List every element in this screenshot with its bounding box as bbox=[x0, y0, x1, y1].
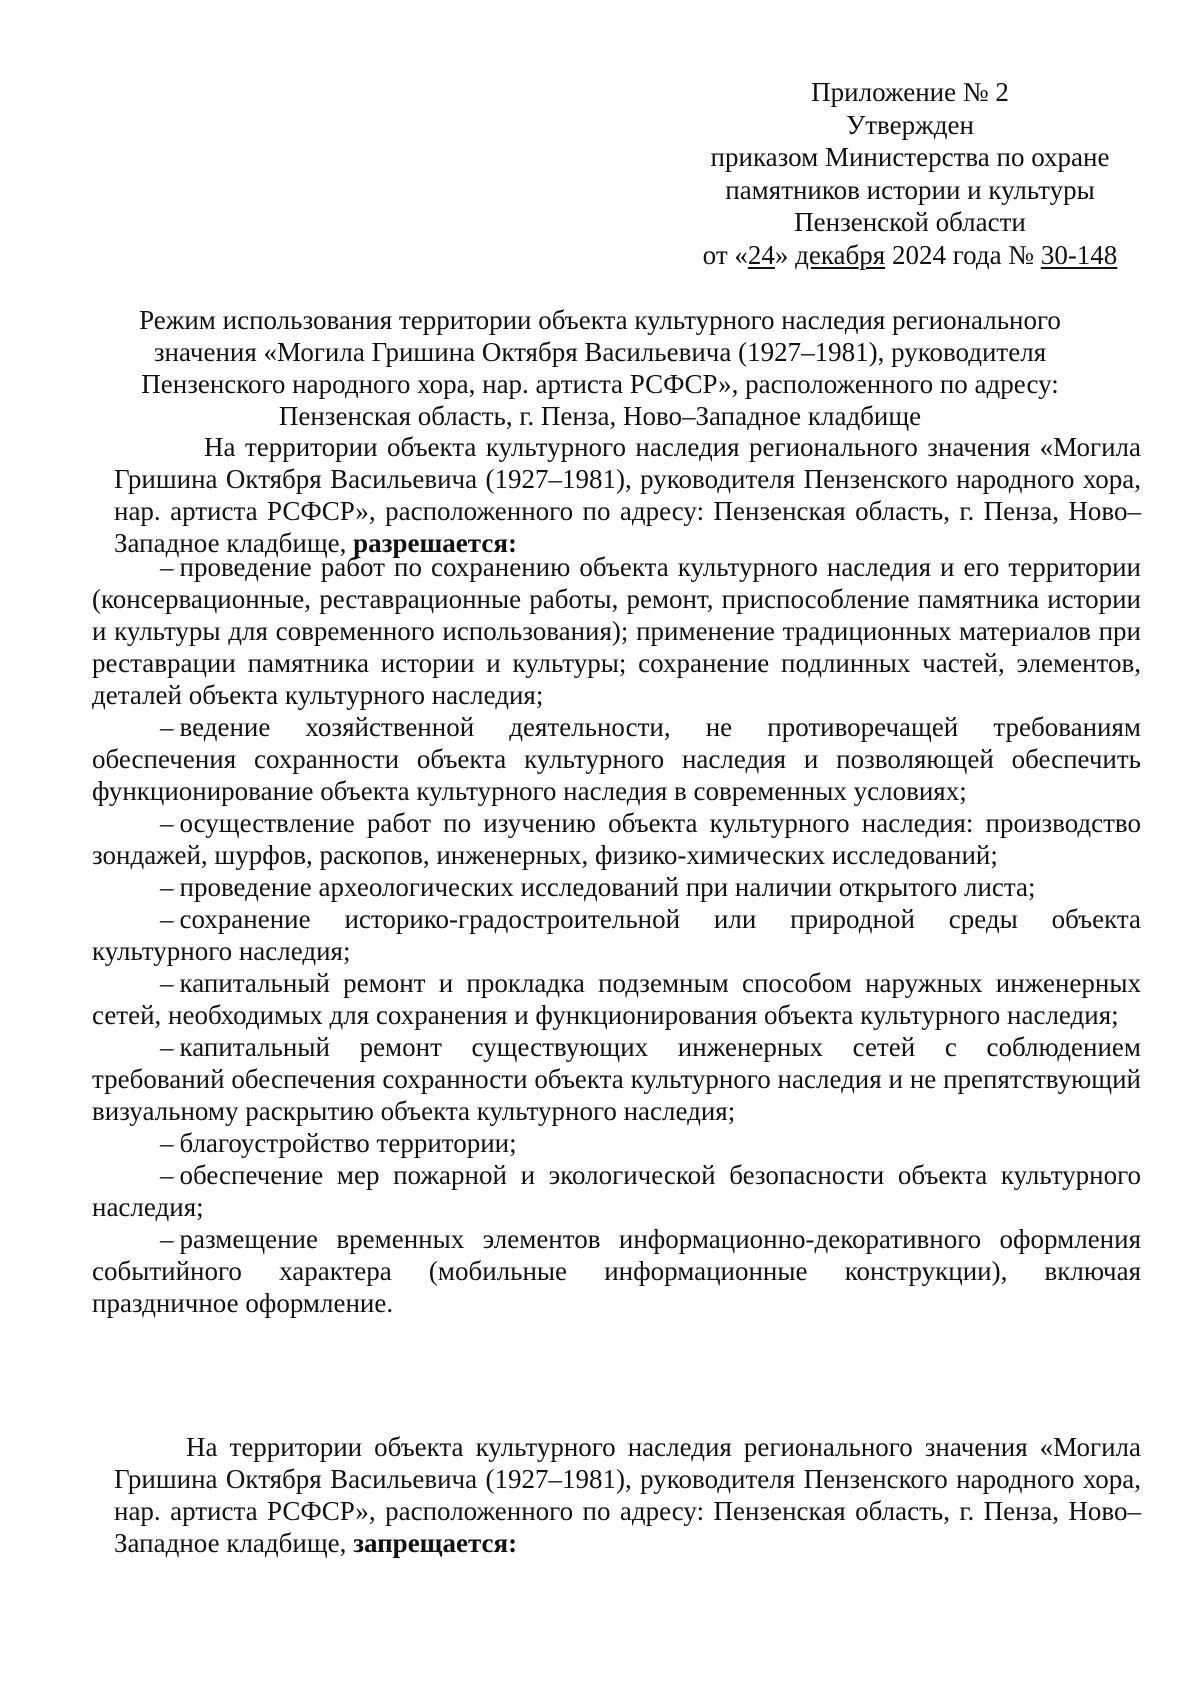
allowed-intro-paragraph bbox=[114, 431, 1141, 559]
list-item-text: благоустройство территории; bbox=[179, 1128, 517, 1158]
appendix-number: Приложение № 2 bbox=[811, 77, 1009, 107]
approval-header bbox=[660, 76, 1160, 271]
list-item bbox=[92, 1223, 1141, 1319]
title-line-3: Пензенского народного хора, нар. артиста РСФСР», расположенного по адресу: bbox=[141, 369, 1059, 399]
document-title bbox=[80, 304, 1120, 432]
list-item-text: осуществление работ по изучению объекта культурного наследия: производство зондажей, шурфов, раскопов, инженерных, физико-химических исследований; bbox=[92, 808, 1141, 870]
order-day: 24 bbox=[747, 239, 775, 270]
allowed-list bbox=[92, 551, 1141, 1319]
date-prefix: от « bbox=[702, 239, 748, 270]
list-item-text: обеспечение мер пожарной и экологической безопасности объекта культурного наследия; bbox=[92, 1160, 1141, 1222]
title-line-4: Пензенская область, г. Пенза, Ново–Западное кладбище bbox=[278, 401, 922, 431]
list-item-text: размещение временных элементов информационно-декоративного оформления событийного характера (мобильные информационные конструкции), включая праздничное оформление. bbox=[92, 1224, 1141, 1318]
list-item bbox=[92, 711, 1141, 807]
list-item bbox=[92, 551, 1141, 711]
prohibited-intro-text: На территории объекта культурного наследия регионального значения «Могила Гришина Октября Васильевича (1927–1981), руководителя Пензенского народного хора, нар. артиста РСФСР», расположенного по адресу: Пензенская область, г. Пенза, Ново–Западное кладбище, bbox=[114, 1432, 1141, 1558]
prohibited-keyword: запрещается: bbox=[353, 1528, 518, 1558]
list-item-text: сохранение историко-градостроительной или природной среды объекта культурного наследия; bbox=[92, 904, 1141, 966]
title-line-2: значения «Могила Гришина Октября Васильевича (1927–1981), руководителя bbox=[153, 337, 1047, 367]
order-number: 30-148 bbox=[1040, 239, 1118, 270]
dash-marker: – bbox=[160, 1224, 174, 1254]
list-item-text: ведение хозяйственной деятельности, не противоречащей требованиям обеспечения сохранности объекта культурного наследия и позволяющей обеспечить функционирование объекта культурного наследия в современных условиях; bbox=[92, 712, 1141, 806]
list-item bbox=[92, 807, 1141, 871]
list-item bbox=[92, 1159, 1141, 1223]
prohibited-intro bbox=[114, 1431, 1141, 1559]
dash-marker: – bbox=[160, 712, 174, 742]
list-item-text: проведение археологических исследований при наличии открытого листа; bbox=[179, 872, 1036, 902]
allowed-intro-text: На территории объекта культурного наследия регионального значения «Могила Гришина Октября Васильевича (1927–1981), руководителя Пензенского народного хора, нар. артиста РСФСР», расположенного по адресу: Пензенская область, г. Пенза, Ново–Западное кладбище, bbox=[114, 432, 1141, 558]
order-month: декабря bbox=[795, 239, 886, 270]
approval-status: Утвержден bbox=[846, 109, 974, 140]
dash-marker: – bbox=[160, 872, 174, 902]
list-item bbox=[92, 967, 1141, 1031]
approval-line-3: приказом Министерства по охране bbox=[710, 142, 1110, 172]
list-item bbox=[92, 871, 1141, 903]
dash-marker: – bbox=[160, 552, 174, 582]
list-item-text: проведение работ по сохранению объекта культурного наследия и его территории (консервационные, реставрационные работы, ремонт, приспособление памятника истории и культуры для современного использования); применение традиционных материалов при реставрации памятника истории и культуры; сохранение подлинных частей, элементов, деталей объекта культурного наследия; bbox=[92, 552, 1141, 710]
title-line-1: Режим использования территории объекта культурного наследия регионального bbox=[139, 305, 1061, 335]
list-item-text: капитальный ремонт существующих инженерных сетей с соблюдением требований обеспечения сохранности объекта культурного наследия и не препятствующий визуальному раскрытию объекта культурного наследия; bbox=[92, 1032, 1141, 1126]
dash-marker: – bbox=[160, 808, 174, 838]
date-mid: » bbox=[774, 239, 796, 270]
dash-marker: – bbox=[160, 1032, 174, 1062]
allowed-keyword: разрешается: bbox=[353, 528, 517, 558]
approval-line-4: памятников истории и культуры bbox=[725, 174, 1095, 205]
list-item bbox=[92, 903, 1141, 967]
dash-marker: – bbox=[160, 1160, 174, 1190]
approval-line-5: Пензенской области bbox=[794, 207, 1026, 237]
order-date-line bbox=[660, 239, 1160, 272]
prohibited-intro-paragraph bbox=[114, 1431, 1141, 1559]
dash-marker: – bbox=[160, 1128, 174, 1158]
list-item-text: капитальный ремонт и прокладка подземным способом наружных инженерных сетей, необходимых для сохранения и функционирования объекта культурного наследия; bbox=[92, 968, 1141, 1030]
order-year: 2024 года № bbox=[885, 239, 1041, 270]
allowed-intro bbox=[114, 431, 1141, 559]
list-item bbox=[92, 1031, 1141, 1127]
dash-marker: – bbox=[160, 968, 174, 998]
list-item bbox=[92, 1127, 1141, 1159]
dash-marker: – bbox=[160, 904, 174, 934]
